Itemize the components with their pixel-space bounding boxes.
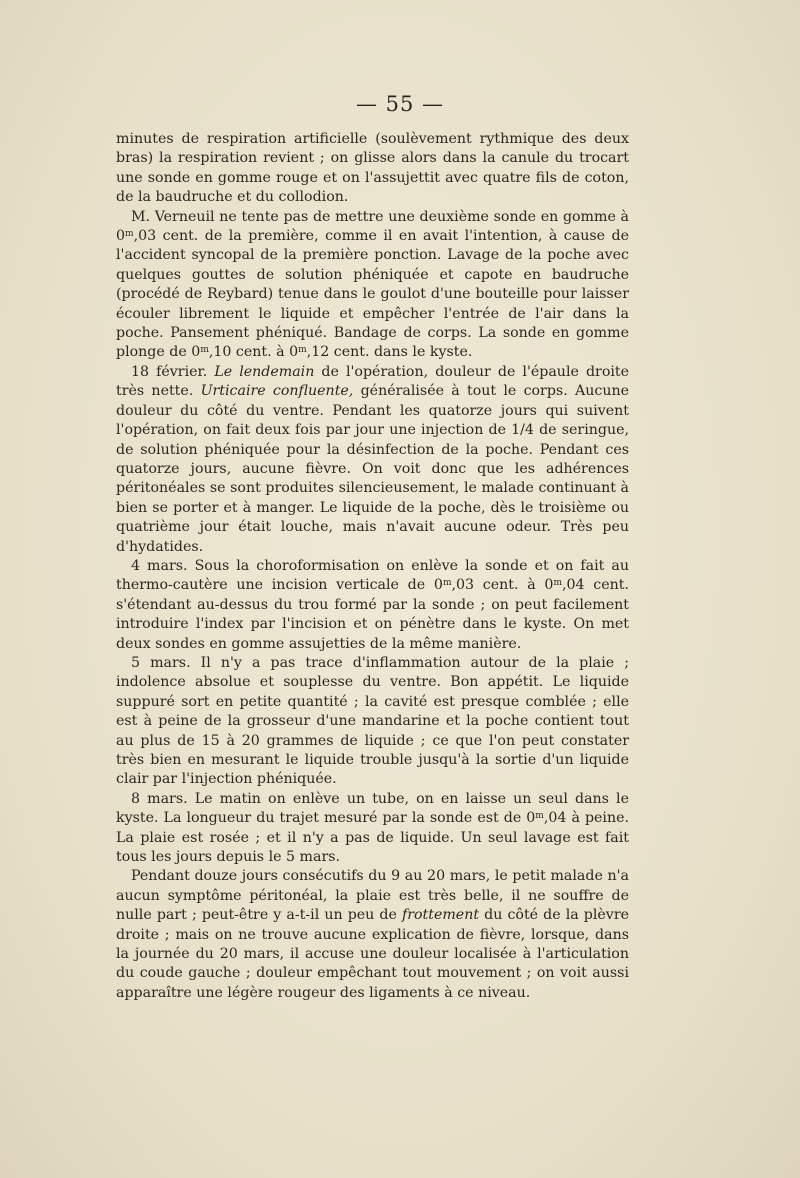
paragraph [116,208,629,363]
text-run: 5 mars. Il n'y a pas trace d'inflammation autour de la plaie ; indolence absolue et souplesse du ventre. Bon appétit. Le liquide suppuré sort en petite quantité ; la cavité est presque comblée ; elle est à peine de la grosseur d'une mandarine et la poche contient tout au plus de 15 à 20 grammes de liquide ; ce que l'on peut constater très bien en mesurant le liquide trouble jusqu'à la sortie d'un liquide clair par l'injection phéniquée. [116,654,629,788]
paragraph [116,557,629,654]
text-run: Pendant douze jours consécutifs du 9 au 20 mars, le petit malade n'a aucun symptôme péritonéal, la plaie est très belle, il ne souffre de nulle part ; peut-être y a-t-il un peu de [116,868,629,924]
paragraph [116,130,629,208]
text-run: ,04 à peine. La plaie est rosée ; et il n'y a pas de liquide. Un seul lavage est fait tous les jours depuis le 5 mars. [116,810,629,866]
italic-run: frottement [401,907,480,924]
text-run: 8 mars. Le matin on enlève un tube, on en laisse un seul dans le kyste. La longueur du trajet mesuré par la sonde est de 0 [116,790,629,827]
superscript-unit: m [442,578,452,589]
superscript-unit: m [535,811,544,822]
superscript-unit: m [200,345,209,356]
superscript-unit: m [553,578,562,589]
text-run: ,04 cent. s'étendant au-dessus du trou formé par la sonde ; on peut facilement introduire l'index par l'incision et on pénètre dans le kyste. On met deux sondes en gomme assujetties de la même manière. [116,577,629,652]
paragraph [116,654,629,790]
paragraph [116,867,629,1003]
text-run: ,10 cent. à 0 [208,344,299,361]
text-run: ,03 cent. de la première, comme il en avait l'intention, à cause de l'accident syncopal de la première ponction. Lavage de la poche avec quelques gouttes de solution phéniquée et capote en baudruche (procédé de Reybard) tenue dans le goulot d'une bouteille pour laisser écouler librement le liquide et empêcher l'entrée de l'air dans la poche. Pansement phéniqué. Bandage de corps. La sonde en gomme plonge de 0 [116,228,629,361]
italic-run: Le lendemain [214,363,315,380]
superscript-unit: m [125,229,134,240]
text-run: 4 mars. Sous la choroformisation on enlève la sonde et on fait au thermo-cautère une incision verticale de 0 [116,557,629,594]
text-run: ,12 cent. dans le kyste. [306,344,473,361]
text-run: 18 février. [131,363,215,380]
text-run: généralisée à tout le corps. Aucune douleur du côté du ventre. Pendant les quatorze jours qui suivent l'opération, on fait deux fois par jour une injection de 1/4 de seringue, de solution phéniquée pour la désinfection de la poche. Pendant ces quatorze jours, aucune fièvre. On voit donc que les adhérences péritonéales se sont produites silencieusement, le malade continuant à bien se porter et à manger. Le liquide de la poche, dès le troisième ou quatrième jour était louche, mais n'avait aucune odeur. Très peu d'hydatides. [116,383,629,555]
text-run: M. Verneuil ne tente pas de mettre une deuxième sonde en gomme à 0 [116,208,629,245]
page-number: — 55 — [355,92,445,116]
body-text [116,130,629,1003]
text-run: du côté de la plèvre droite ; mais on ne trouve aucune explication de fièvre, lorsque, dans la journée du 20 mars, il accuse une douleur localisée à l'articulation du coude gauche ; douleur empêchant tout mouvement ; on voit aussi apparaître une légère rougeur des ligaments à ce niveau. [116,907,629,1001]
italic-run: Urticaire confluente, [200,383,354,400]
superscript-unit: m [298,345,307,356]
text-run: minutes de respiration artificielle (soulèvement rythmique des deux bras) la respiration revient ; on glisse alors dans la canule du trocart une sonde en gomme rouge et on l'assujettit avec quatre fils de coton, de la baudruche et du collodion. [116,131,629,206]
paragraph [116,790,629,868]
text-run: de l'opération, douleur de l'épaule droite très nette. [116,363,629,400]
paragraph [116,363,629,557]
text-run: ,03 cent. à 0 [451,577,554,594]
